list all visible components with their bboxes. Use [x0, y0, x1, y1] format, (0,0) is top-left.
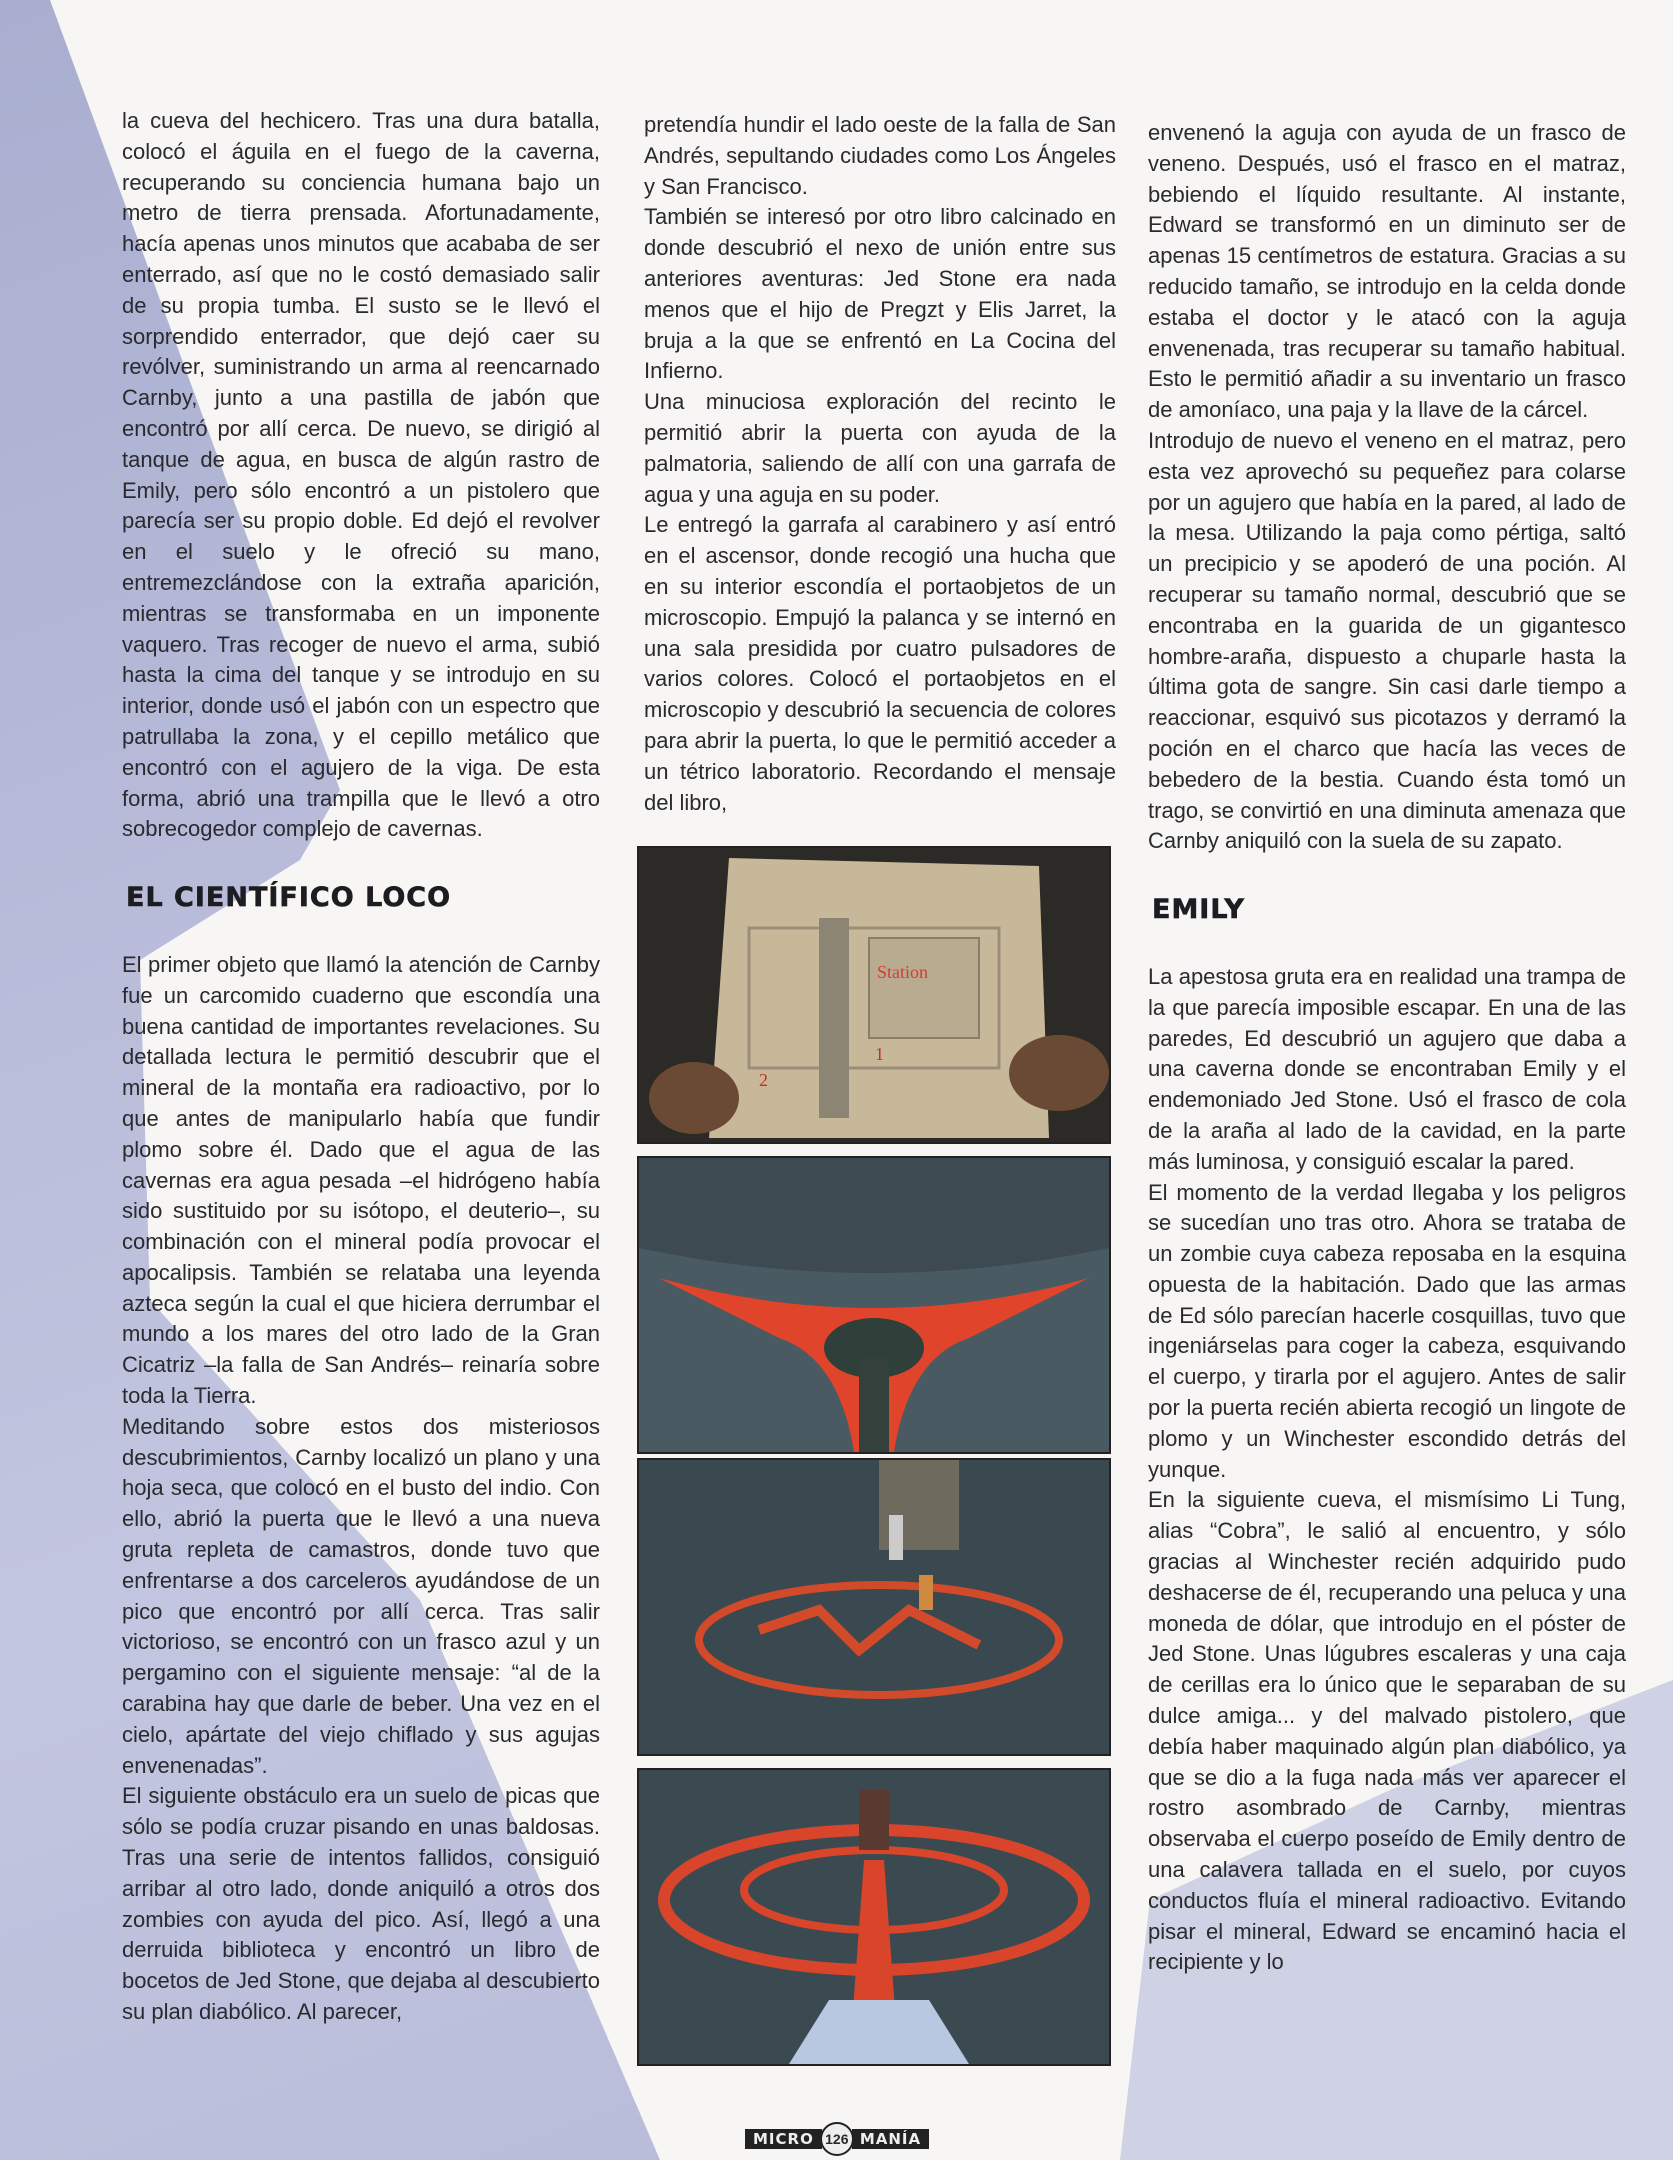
footer-brand-right: MANÍA [852, 2129, 929, 2149]
page-footer [745, 2128, 929, 2150]
paragraph: También se interesó por otro libro calcinado en donde descubrió el nexo de unión entre sus anteriores aventuras: Jed Stone era nada menos que el hijo de Pregzt y Elis Jarret, la bruja a la que se enfrentó en La Cocina del Infierno. [644, 204, 1116, 384]
screenshot-cave-pit [637, 1156, 1111, 1454]
hand-right [1009, 1035, 1109, 1111]
page-number: 126 [820, 2122, 854, 2156]
paragraph: Meditando sobre estos dos misteriosos descubrimientos, Carnby localizó un plano y una hoja seca, que colocó en el busto del indio. Con ello, abrió la puerta que le llevó a una nueva gruta repleta de camastros, donde tuvo que enfrentarse a dos carceleros ayudándose de un pico que encontró por allí cerca. Tras salir victorioso, se encontró con un frasco azul y un pergamino con el siguiente mensaje: “al de la carabina hay que darle de beber. Una vez en el cielo, apártate del viejo chiflado y sus agujas envenenadas”. [122, 1413, 600, 1778]
paragraph: envenenó la aguja con ayuda de un frasco de veneno. Después, usó el frasco en el matraz, bebiendo el líquido resultante. Al instante, Edward se transformó en un diminuto ser de apenas 15 centímetros de estatura. Gracias a su reducido tamaño, se introdujo en la celda donde estaba el doctor y le atacó con la aguja envenenada, tras recuperar su tamaño habitual. Esto le permitió añadir a su inventario un frasco de amoníaco, una paja y la llave de la cárcel. [1148, 120, 1626, 423]
footer-brand-left: MICRO [745, 2129, 822, 2149]
screenshot-cave-altar [637, 1768, 1111, 2066]
paragraph: En la siguiente cueva, el mismísimo Li Tung, alias “Cobra”, le salió al encuentro, y sólo gracias al Winchester recién adquirido pudo deshacerse de él, recuperando una peluca y una moneda de dólar, que introdujo en el póster de Jed Stone. Unas lúgubres escaleras y una caja de cerillas era lo único que le separaban de su dulce amiga... y del malvado pistolero, que debía haber maquinado algún plan diabólico, ya que se dio a la fuga nada más ver aparecer el rostro asombrado de Carnby, mientras observaba el cuerpo poseído de Emily dentro de una calavera tallada en el suelo, por cuyos conductos fluía el mineral radioactivo. Evitando pisar el mineral, Edward se encaminó hacia el recipiente y lo [1148, 1487, 1626, 1975]
paragraph: El siguiente obstáculo era un suelo de picas que sólo se podía cruzar pisando en unas baldosas. Tras una serie de intentos fallidos, consiguió arribar al otro lado, donde aniquiló a otros dos zombies con ayuda del pico. Así, llegó a una derruida biblioteca y encontró un libro de bocetos de Jed Stone, que dejaba al descubierto su plan diabólico. Al parecer, [122, 1783, 600, 2025]
hand-left [649, 1062, 739, 1134]
column-2 [644, 110, 1116, 818]
paragraph: El momento de la verdad llegaba y los peligros se sucedían uno tras otro. Ahora se trataba de un zombie cuya cabeza reposaba en la esquina opuesta de la habitación. Dado que las armas de Ed sólo parecían hacerle cosquillas, tuvo que ingeniárselas para coger la cabeza, esquivando el cuerpo, y tirarla por el agujero. Antes de salir por la puerta recién abierta recogió un lingote de plomo y un Winchester escondido detrás del yunque. [1148, 1179, 1626, 1482]
screenshot-map [637, 846, 1111, 1144]
section-heading: EMILY [1152, 894, 1245, 926]
map-number: 2 [759, 1070, 768, 1090]
paragraph: Le entregó la garrafa al carabinero y así entró en el ascensor, donde recogió una hucha que en su interior escondía el portaobjetos de un microscopio. Empujó la palanca y se internó en una sala presidida por cuatro pulsadores de varios colores. Colocó el portaobjetos en el microscopio y descubrió la secuencia de colores para abrir la puerta, lo que le permitió acceder a un tétrico laboratorio. Recordando el mensaje del libro, [644, 512, 1117, 815]
paragraph: La apestosa gruta era en realidad una trampa de la que parecía imposible escapar. En una de las paredes, Ed descubrió un agujero que daba a una caverna donde se encontraban Emily y el endemoniado Jed Stone. Usó el frasco de cola de la araña al lado de la cavidad, en la parte más luminosa, y consiguió escalar la pared. [1148, 963, 1626, 1174]
paragraph: El primer objeto que llamó la atención de Carnby fue un carcomido cuaderno que escondía una buena cantidad de importantes revelaciones. Su detallada lectura le permitió descubrir que el mineral de la montaña era radioactivo, por lo que antes de manipularlo había que fundir plomo sobre él. Dado que el agua de las cavernas era agua pesada –el hidrógeno había sido sustituido por su isótopo, el deuterio–, su combinación con el mineral podía provocar el apocalipsis. También se relataba una leyenda azteca según la cual el que hiciera derrumbar el mundo a los mares del otro lado de la Gran Cicatriz –la falla de San Andrés– reinaría sobre toda la Tierra. [122, 951, 600, 1409]
paragraph: pretendía hundir el lado oeste de la falla de San Andrés, sepultando ciudades como Los Ángeles y San Francisco. [644, 112, 1116, 199]
map-number: 1 [875, 1044, 884, 1064]
paragraph: Introdujo de nuevo el veneno en el matraz, pero esta vez aprovechó su pequeñez para colarse por un agujero que había en la pared, al lado de la mesa. Utilizando la paja como pértiga, saltó un precipicio y se apoderó de una poción. Al recuperar su tamaño normal, descubrió que se encontraba en la guarida de un gigantesco hombre-araña, dispuesto a chuparle hasta la última gota de sangre. Sin casi darle tiempo a reaccionar, esquivó sus picotazos y derramó la poción en el charco que hacía las veces de bebedero de la bestia. Cuando ésta tomó un trago, se convirtió en una diminuta amenaza que Carnby aniquiló con la suela de su zapato. [1148, 427, 1626, 854]
paragraph: la cueva del hechicero. Tras una dura batalla, colocó el águila en el fuego de la caverna, recuperando su conciencia humana bajo un metro de tierra prensada. Afortunadamente, hacía apenas unos minutos que acababa de ser enterrado, así que no le costó demasiado salir de su propia tumba. El susto se le llevó el sorprendido enterrador, que dejó caer su revólver, suministrando un arma al reencarnado Carnby, junto a una pastilla de jabón que encontró por allí cerca. De nuevo, se dirigió al tanque de agua, en busca de algún rastro de Emily, pero sólo encontró a un pistolero que parecía ser su propio doble. Ed dejó el revolver en el suelo y le ofreció su mano, entremezclándose con la extraña aparición, mientras se transformaba en un imponente vaquero. Tras recoger de nuevo el arma, subió hasta la cima del tanque y se introdujo en su interior, donde usó el jabón con un espectro que patrullaba la zona, y el cepillo metálico que encontró con el agujero de la viga. De esta forma, abrió una trampilla que le llevó a otro sobrecogedor complejo de cavernas. [122, 108, 600, 842]
map-label: Station [877, 962, 929, 982]
column-3 [1148, 118, 1626, 1978]
section-heading: EL CIENTÍFICO LOCO [126, 882, 452, 914]
screenshot-cave-symbol [637, 1458, 1111, 1756]
paragraph: Una minuciosa exploración del recinto le permitió abrir la puerta con ayuda de la palmatoria, saliendo de allí con una garrafa de agua y una aguja en su poder. [644, 389, 1116, 507]
column-1 [122, 106, 600, 2028]
